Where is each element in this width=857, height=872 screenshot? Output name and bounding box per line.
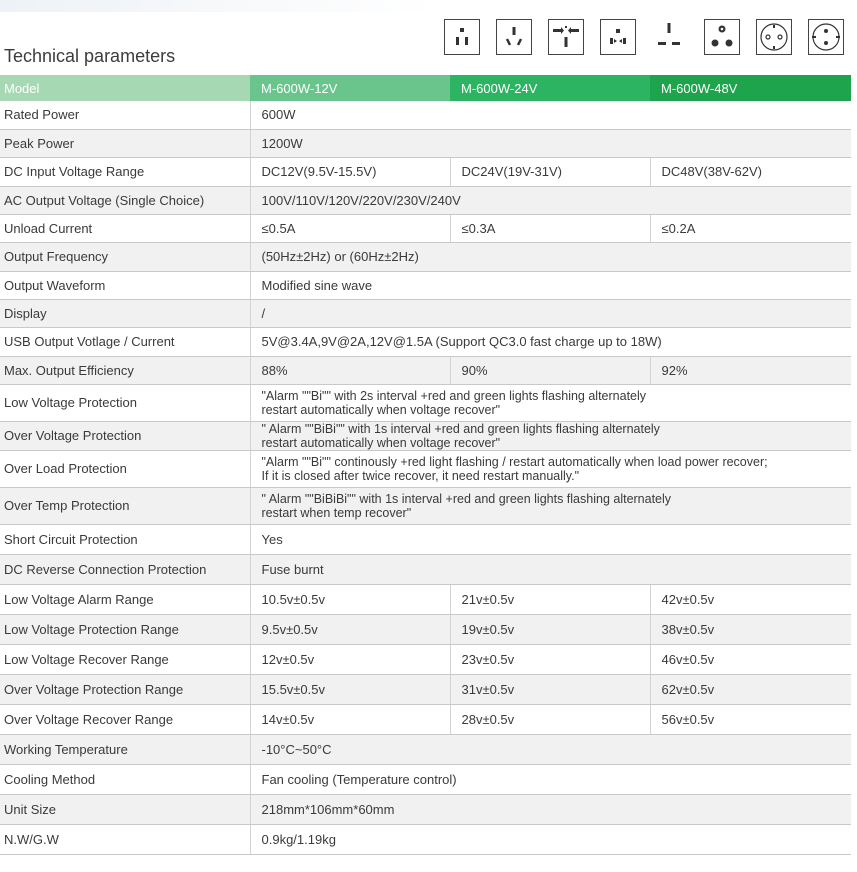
row-value: 31v±0.5v [450, 674, 650, 704]
row-value: 46v±0.5v [650, 644, 851, 674]
table-row [0, 271, 851, 299]
row-value: " Alarm ""BiBiBi"" with 1s interval +red and green lights flashing alternately restart when temp recover" [250, 487, 851, 524]
table-row [0, 157, 851, 186]
table-row [0, 554, 851, 584]
table-row [0, 704, 851, 734]
row-label: Rated Power [0, 101, 250, 129]
row-value: 38v±0.5v [650, 614, 851, 644]
header-model-24v: M-600W-24V [450, 75, 650, 101]
row-label: Low Voltage Recover Range [0, 644, 250, 674]
row-value: 0.9kg/1.19kg [250, 824, 851, 854]
schuko-socket-icon [808, 19, 844, 55]
header-label: Model [0, 75, 250, 101]
row-label: Over Voltage Protection [0, 421, 250, 450]
row-value: " Alarm ""BiBi"" with 1s interval +red and green lights flashing alternately restart automatically when voltage recover" [250, 421, 851, 450]
row-value: 88% [250, 356, 450, 384]
socket-icon-row [444, 19, 854, 57]
uk-socket-icon [652, 19, 688, 55]
row-value: ≤0.5A [250, 214, 450, 242]
row-label: Over Load Protection [0, 450, 250, 487]
row-label: Output Frequency [0, 242, 250, 271]
au-socket-icon [496, 19, 532, 55]
row-label: Over Voltage Recover Range [0, 704, 250, 734]
row-value: 92% [650, 356, 851, 384]
row-label: Low Voltage Alarm Range [0, 584, 250, 614]
row-value: 100V/110V/120V/220V/230V/240V [250, 186, 851, 214]
row-label: Max. Output Efficiency [0, 356, 250, 384]
table-row [0, 129, 851, 157]
row-value: 28v±0.5v [450, 704, 650, 734]
row-label: USB Output Votlage / Current [0, 327, 250, 356]
page-title: Technical parameters [4, 46, 176, 66]
table-header-row [0, 75, 851, 101]
table-row [0, 214, 851, 242]
top-banner-strip [0, 0, 440, 12]
multi-socket-icon [600, 19, 636, 55]
row-value: 1200W [250, 129, 851, 157]
row-value: / [250, 299, 851, 327]
row-value: 42v±0.5v [650, 584, 851, 614]
row-value: 21v±0.5v [450, 584, 650, 614]
table-row [0, 450, 851, 487]
table-row [0, 824, 851, 854]
table-row [0, 242, 851, 271]
row-value: 5V@3.4A,9V@2A,12V@1.5A (Support QC3.0 fast charge up to 18W) [250, 327, 851, 356]
universal-socket-icon [548, 19, 584, 55]
table-row [0, 299, 851, 327]
row-value: DC24V(19V-31V) [450, 157, 650, 186]
row-value: Fuse burnt [250, 554, 851, 584]
row-value: -10°C~50°C [250, 734, 851, 764]
table-row [0, 421, 851, 450]
row-label: DC Reverse Connection Protection [0, 554, 250, 584]
row-value: Yes [250, 524, 851, 554]
row-label: Unload Current [0, 214, 250, 242]
row-value: 14v±0.5v [250, 704, 450, 734]
row-value: "Alarm ""Bi"" continously +red light flashing / restart automatically when load power recover; If it is closed after twice recover, it need restart manually." [250, 450, 851, 487]
row-value: "Alarm ""Bi"" with 2s interval +red and green lights flashing alternately restart automatically when voltage recover" [250, 384, 851, 421]
row-value: Modified sine wave [250, 271, 851, 299]
row-label: Working Temperature [0, 734, 250, 764]
row-value: 62v±0.5v [650, 674, 851, 704]
row-value: Fan cooling (Temperature control) [250, 764, 851, 794]
row-value: ≤0.3A [450, 214, 650, 242]
row-value: 15.5v±0.5v [250, 674, 450, 704]
row-label: Over Temp Protection [0, 487, 250, 524]
table-row [0, 384, 851, 421]
header-model-12v: M-600W-12V [250, 75, 450, 101]
us-socket-icon [444, 19, 480, 55]
row-value: 9.5v±0.5v [250, 614, 450, 644]
table-row [0, 764, 851, 794]
row-label: Unit Size [0, 794, 250, 824]
table-row [0, 734, 851, 764]
row-label: Output Waveform [0, 271, 250, 299]
table-row [0, 674, 851, 704]
row-label: Low Voltage Protection Range [0, 614, 250, 644]
row-label: AC Output Voltage (Single Choice) [0, 186, 250, 214]
table-row [0, 487, 851, 524]
row-label: N.W/G.W [0, 824, 250, 854]
table-row [0, 356, 851, 384]
table-row [0, 794, 851, 824]
row-label: Over Voltage Protection Range [0, 674, 250, 704]
row-value: 90% [450, 356, 650, 384]
table-row [0, 644, 851, 674]
spec-table [0, 75, 851, 855]
row-value: DC12V(9.5V-15.5V) [250, 157, 450, 186]
row-value: DC48V(38V-62V) [650, 157, 851, 186]
row-value: 19v±0.5v [450, 614, 650, 644]
table-row [0, 524, 851, 554]
india-socket-icon [704, 19, 740, 55]
row-value: 12v±0.5v [250, 644, 450, 674]
row-label: Low Voltage Protection [0, 384, 250, 421]
row-value: 600W [250, 101, 851, 129]
row-label: Display [0, 299, 250, 327]
eu-socket-icon [756, 19, 792, 55]
table-row [0, 584, 851, 614]
row-label: Short Circuit Protection [0, 524, 250, 554]
table-row [0, 327, 851, 356]
row-label: Peak Power [0, 129, 250, 157]
row-value: 10.5v±0.5v [250, 584, 450, 614]
row-value: (50Hz±2Hz) or (60Hz±2Hz) [250, 242, 851, 271]
header-model-48v: M-600W-48V [650, 75, 851, 101]
row-value: 23v±0.5v [450, 644, 650, 674]
row-label: Cooling Method [0, 764, 250, 794]
table-row [0, 614, 851, 644]
row-label: DC Input Voltage Range [0, 157, 250, 186]
row-value: 56v±0.5v [650, 704, 851, 734]
row-value: 218mm*106mm*60mm [250, 794, 851, 824]
table-row [0, 186, 851, 214]
row-value: ≤0.2A [650, 214, 851, 242]
table-row [0, 101, 851, 129]
